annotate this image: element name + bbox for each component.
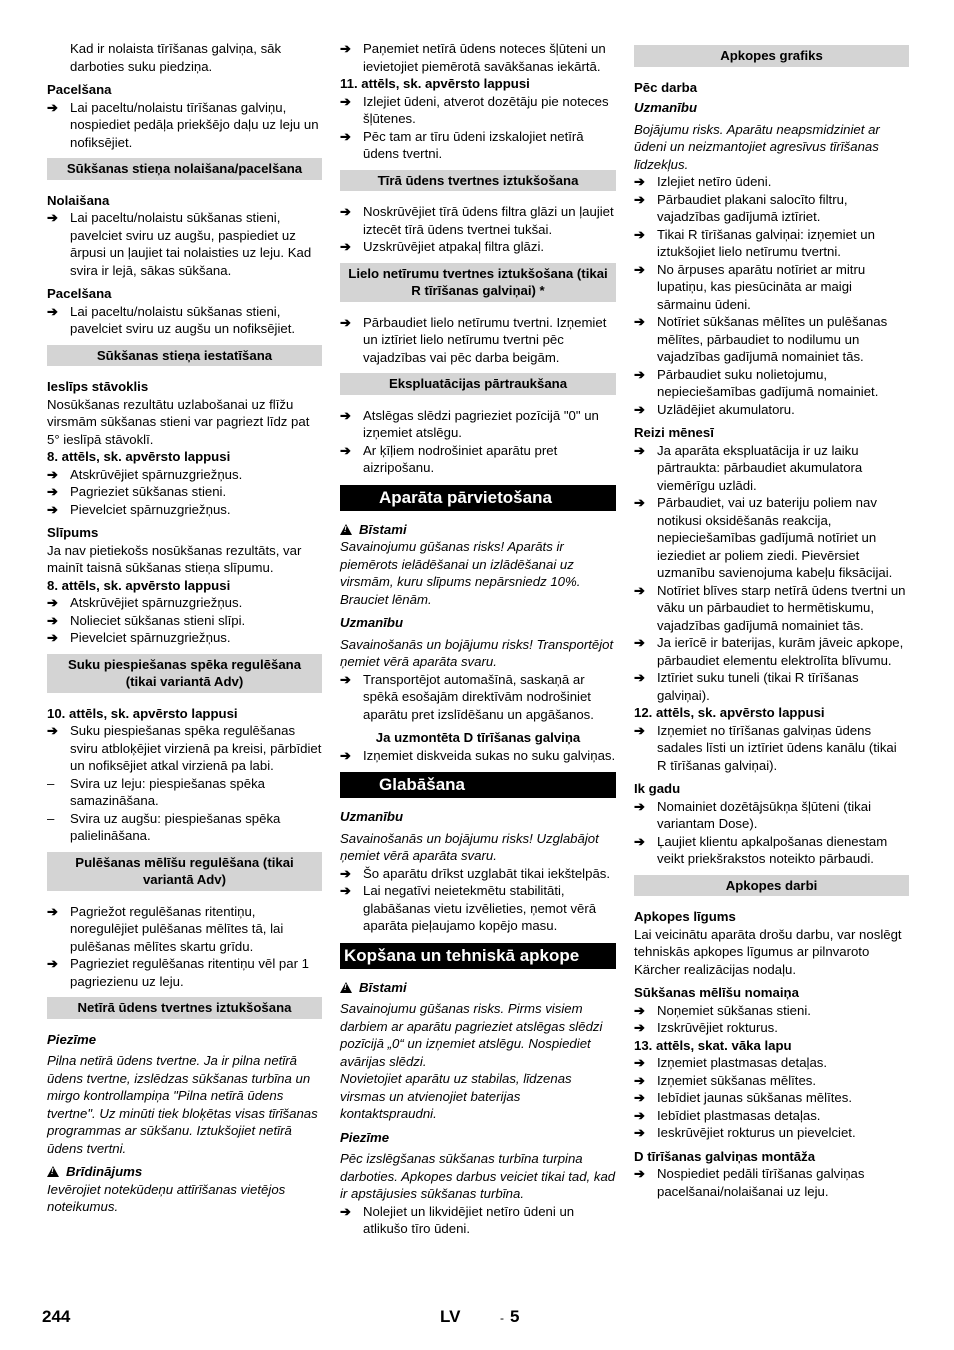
paragraph: Ja nav pietiekošs nosūkšanas rezultāts, var mainīt taisnā sūkšanas stieņa slīpumu.: [47, 542, 302, 575]
step: ➔ Atskrūvējiet spārnuzgriežņus.: [47, 466, 243, 482]
step: ➔ Pārbaudiet, vai uz bateriju poliem nav notikusi oksidēšanās reakcija, nepieciešamības gadījumā notīriet un ieziediet ar poliem ziedi. Pievērsiet uzmanību savienojuma kabeļu fiksācijai.: [634, 495, 893, 580]
paragraph: Pēc izslēgšanas sūkšanas turbīna turpina darboties. Apkopes darbus veiciet tikai tad, kad ir apstājusies sūkšanas turbīna.: [340, 1151, 616, 1201]
section-heading: Ekspluatācijas pārtraukšana: [340, 373, 616, 395]
arrow-icon: ➔: [47, 484, 58, 499]
column-1: [47, 40, 322, 1216]
figure-ref: 10. attēls, sk. apvērsto lappusi: [47, 705, 238, 721]
arrow-icon: ➔: [340, 442, 351, 458]
step: ➔ Pēc tam ar tīru ūdeni izskalojiet netīrā ūdens tvertni.: [340, 128, 584, 161]
label-piezime: Piezīme: [340, 1129, 390, 1145]
label-piezime: Piezīme: [47, 1031, 97, 1047]
sub-heading: Ja uzmontēta D tīrīšanas galviņa: [375, 730, 581, 745]
page-number: 244: [42, 1307, 71, 1326]
section-heading: Pulēšanas mēlīšu regulēšana (tikai variantā Adv): [47, 852, 322, 891]
step: ➔ Noņemiet sūkšanas stieni.: [634, 1002, 811, 1018]
arrow-icon: ➔: [47, 903, 58, 919]
arrow-icon: ➔: [634, 174, 645, 189]
warning-icon: [47, 1166, 59, 1177]
section-heading: Lielo netīrumu tvertnes iztukšošana (tikai R tīrīšanas galviņai) *: [340, 263, 616, 302]
arrow-icon: ➔: [634, 495, 645, 510]
paragraph: Lai veicinātu aparāta drošu darbu, var noslēgt tehniskās apkopes līgumus ar pilnvaroto Kärcher realizācijas nodaļu.: [634, 926, 902, 977]
arrow-icon: ➔: [340, 128, 351, 144]
danger-label: !Bīstami: [340, 979, 616, 997]
arrow-icon: ➔: [634, 833, 645, 849]
step: ➔ Uzlādējiet akumulatoru.: [634, 401, 795, 417]
danger-label: !Bīstami: [340, 521, 616, 539]
chapter-heading: Aparāta pārvietošana: [340, 485, 616, 511]
arrow-icon: ➔: [47, 466, 58, 482]
arrow-icon: ➔: [340, 671, 351, 687]
step: ➔ Izlejiet netīro ūdeni.: [634, 174, 772, 189]
arrow-icon: ➔: [340, 93, 351, 109]
arrow-icon: ➔: [634, 798, 645, 814]
arrow-icon: ➔: [634, 261, 645, 277]
sub-page-number: 5: [510, 1307, 520, 1326]
step: ➔ Nospiediet pedāli tīrīšanas galviņas pacelšanai/nolaišanai uz leju.: [634, 1166, 865, 1199]
arrow-icon: ➔: [340, 41, 351, 56]
arrow-icon: ➔: [634, 1166, 645, 1181]
step: ➔ Lai paceltu/nolaistu tīrīšanas galviņu, nospiediet pedāļa priekšējo daļu uz leju un nofiksējiet.: [47, 99, 319, 150]
dash-icon: –: [47, 810, 55, 826]
figure-ref: 13. attēls, skat. vāka lapu: [634, 1037, 792, 1053]
label-ik-gadu: Ik gadu: [634, 781, 681, 796]
arrow-icon: ➔: [47, 99, 58, 115]
step: ➔ Iebīdiet jaunas sūkšanas mēlītes.: [634, 1090, 852, 1105]
step: ➔ Ieskrūvējiet rokturus un pievelciet.: [634, 1125, 856, 1140]
paragraph: Bojājumu risks. Aparātu neapsmidziniet ar ūdeni un neizmantojiet agresīvus tīrīšanas līdzekļus.: [634, 121, 880, 172]
paragraph: Savainošanās un bojājumu risks! Transportējot ņemiet vērā aparāta svaru.: [340, 636, 614, 669]
arrow-icon: ➔: [340, 1203, 351, 1219]
arrow-icon: ➔: [340, 407, 351, 423]
dash-item: – Svira uz leju: piespiešanas spēka samazināšana.: [47, 775, 265, 808]
figure-ref: 8. attēls, sk. apvērsto lappusi: [47, 449, 231, 464]
warning-label: !Brīdinājums: [47, 1163, 322, 1181]
step: ➔ Atslēgas slēdzi pagrieziet pozīcijā "0" un izņemiet atslēgu.: [340, 407, 599, 440]
step: ➔ Ar ķīļiem nodrošiniet aparātu pret aizripošanu.: [340, 442, 558, 475]
label-pacelsana: Pacelšana: [47, 82, 112, 97]
figure-ref: 12. attēls, sk. apvērsto lappusi: [634, 705, 825, 720]
arrow-icon: ➔: [634, 401, 645, 417]
step: ➔ Suku piespiešanas spēka regulēšanas sviru atbloķējiet virzienā pa kreisi, pārbīdiet un nofiksējiet atkal virzienā pa labi.: [47, 723, 322, 773]
label-uzmanibu: Uzmanību: [634, 100, 698, 115]
label-nomaina: Sūkšanas mēlīšu nomaiņa: [634, 985, 799, 1000]
step: ➔ Nolejiet un likvidējiet netīro ūdeni un atlikušo tīro ūdeni.: [340, 1203, 575, 1236]
paragraph: Nosūkšanas rezultātu uzlabošanai uz flīžu virsmām sūkšanas stieni var pagriezt līdz pat 5° ieslīpā stāvoklī.: [47, 396, 310, 447]
arrow-icon: ➔: [47, 956, 58, 971]
step: ➔ Pievelciet spārnuzgriežņus.: [47, 501, 231, 517]
figure-ref: 11. attēls, sk. apvērsto lappusi: [340, 76, 530, 91]
section-heading: Apkopes grafiks: [634, 45, 909, 67]
paragraph: Novietojiet aparātu uz stabilas, līdzenas virsmas un atvienojiet baterijas kontaktspraudni.: [340, 1071, 572, 1121]
arrow-icon: ➔: [340, 239, 351, 254]
separator: -: [500, 1311, 504, 1325]
step: ➔ Noskrūvējiet tīrā ūdens filtra glāzi un ļaujiet iztecēt tīrā ūdens tvertnei tukšai.: [340, 204, 614, 237]
arrow-icon: ➔: [634, 1002, 645, 1018]
section-heading: Tīrā ūdens tvertnes iztukšošana: [340, 170, 616, 192]
arrow-icon: ➔: [340, 747, 351, 763]
arrow-icon: ➔: [634, 1125, 645, 1140]
arrow-icon: ➔: [47, 595, 58, 610]
step: ➔ Pagrieziet regulēšanas ritentiņu vēl par 1 pagriezienu uz leju.: [47, 956, 309, 989]
step: ➔ Pārbaudiet suku nolietojumu, nepieciešamības gadījumā nomainiet.: [634, 366, 879, 399]
arrow-icon: ➔: [634, 366, 645, 382]
arrow-icon: ➔: [340, 204, 351, 219]
arrow-icon: ➔: [634, 191, 645, 207]
label-reizi-menesi: Reizi mēnesī: [634, 425, 714, 440]
column-3: [634, 45, 909, 1200]
label-uzmanibu: Uzmanību: [340, 615, 404, 630]
arrow-icon: ➔: [340, 865, 351, 881]
step: ➔ Atskrūvējiet spārnuzgriežņus.: [47, 595, 243, 610]
page-footer: [0, 1306, 954, 1330]
arrow-icon: ➔: [340, 314, 351, 330]
language-code: LV: [440, 1307, 461, 1326]
arrow-icon: ➔: [47, 210, 58, 225]
arrow-icon: ➔: [47, 723, 58, 738]
warning-icon: [340, 524, 352, 535]
section-heading: Sūkšanas stieņa iestatīšana: [47, 345, 322, 367]
label-pacelsana: Pacelšana: [47, 286, 112, 301]
step: ➔ Izlejiet ūdeni, atverot dozētāju pie noteces šļūtenes.: [340, 93, 609, 126]
label-nolaisana: Nolaišana: [47, 192, 110, 208]
arrow-icon: ➔: [634, 722, 645, 738]
dash-item: – Svira uz augšu: piespiešanas spēka palielināšana.: [47, 810, 281, 843]
chapter-heading: Kopšana un tehniskā apkope: [340, 943, 616, 969]
arrow-icon: ➔: [47, 612, 58, 628]
arrow-icon: ➔: [634, 1020, 645, 1035]
arrow-icon: ➔: [47, 501, 58, 517]
section-heading: Apkopes darbi: [634, 875, 909, 897]
arrow-icon: ➔: [47, 303, 58, 319]
step: ➔ Izskrūvējiet rokturus.: [634, 1020, 778, 1035]
step: ➔ Iebīdiet plastmasas detaļas.: [634, 1107, 821, 1123]
arrow-icon: ➔: [634, 635, 645, 650]
paragraph: Kad ir nolaista tīrīšanas galviņa, sāk darboties suku piedziņa.: [70, 41, 282, 74]
paragraph: Pilna netīrā ūdens tvertne. Ja ir pilna netīrā ūdens tvertne, izslēdzas sūkšanas turbīna un mirgo kontrollampiņa "Pilna netīrā ūdens tvertne". Uz minūti tiek bloķētas visas tīrīšanas programmas ar sūkšanu. Iztukšojiet netīrā ūdens tvertni.: [47, 1053, 318, 1156]
step: ➔ Šo aparātu drīkst uzglabāt tikai iekštelpās.: [340, 865, 611, 881]
label-uzmanibu: Uzmanību: [340, 809, 404, 824]
arrow-icon: ➔: [634, 1090, 645, 1105]
step: ➔ Pagriežot regulēšanas ritentiņu, noregulējiet pulēšanas mēlītes tā, lai pulēšanas mēlītes skartu grīdu.: [47, 903, 284, 954]
column-2: [340, 40, 616, 1238]
step: ➔ Ja ierīcē ir baterijas, kurām jāveic apkope, pārbaudiet elementu elektrolīta blīvumu.: [634, 635, 904, 668]
step: ➔ Notīriet sūkšanas mēlītes un pulēšanas mēlītes, pārbaudiet to nodilumu un vajadzības gadījumā nomainiet tās.: [634, 314, 888, 364]
step: ➔ Pagrieziet sūkšanas stieni.: [47, 484, 227, 499]
step: ➔ Nomainiet dozētājsūkņa šļūteni (tikai variantam Dose).: [634, 798, 872, 831]
label-slipums: Slīpums: [47, 525, 99, 540]
section-heading: Sūkšanas stieņa nolaišana/pacelšana: [47, 158, 322, 180]
chapter-heading: Glabāšana: [340, 772, 616, 798]
section-heading: Suku piespiešanas spēka regulēšana (tikai variantā Adv): [47, 654, 322, 693]
step: ➔ Tikai R tīrīšanas galviņai: izņemiet un iztukšojiet lielo netīrumu tvertni.: [634, 226, 875, 259]
step: ➔ Transportējot automašīnā, saskaņā ar spēkā esošajām direktīvām nodrošiniet aparātu pret izslīdēšanu un apgāšanos.: [340, 671, 594, 722]
label-apkopes-ligums: Apkopes līgums: [634, 909, 736, 924]
step: ➔ Notīriet blīves starp netīrā ūdens tvertni un vāku un pārbaudiet to hermētiskumu, vajadzības gadījumā nomainiet tās.: [634, 582, 906, 633]
step: ➔ Lai paceltu/nolaistu sūkšanas stieni, pavelciet sviru uz augšu un nofiksējiet.: [47, 303, 296, 336]
arrow-icon: ➔: [634, 582, 645, 598]
arrow-icon: ➔: [634, 442, 645, 458]
arrow-icon: ➔: [634, 226, 645, 242]
label-ieslips: Ieslīps stāvoklis: [47, 379, 149, 394]
step: ➔ Ja aparāta ekspluatācija ir uz laiku pārtraukta: pārbaudiet akumulatora viemērīgu uzlādi.: [634, 442, 863, 493]
step: ➔ Pārbaudiet lielo netīrumu tvertni. Izņemiet un iztīriet lielo netīrumu tvertni pēc vajadzības vai pēc darba beigām.: [340, 314, 607, 365]
step: ➔ Lai paceltu/nolaistu sūkšanas stieni, pavelciet sviru uz augšu, paspiediet uz ārpusi un ļaujiet tai nolaisties uz leju. Kad svira ir lejā, sākas sūkšana.: [47, 210, 312, 278]
step: ➔ Pārbaudiet plakani salocīto filtru, vajadzības gadījumā iztīriet.: [634, 191, 848, 224]
arrow-icon: ➔: [634, 1072, 645, 1088]
step: ➔ No ārpuses aparātu notīriet ar mitru lupatiņu, kas piesūcināta ar maigi sārmainu ūdeni.: [634, 261, 866, 312]
step: ➔ Pievelciet spārnuzgriežņus.: [47, 630, 231, 645]
step: ➔ Paņemiet netīrā ūdens noteces šļūteni un ievietojiet piemērotā savākšanas iekārtā.: [340, 41, 606, 74]
step: ➔ Iztīriet suku tuneli (tikai R tīrīšanas galviņai).: [634, 670, 859, 703]
step: ➔ Ļaujiet klientu apkalpošanas dienestam veikt priekšrakstos noteikto pārbaudi.: [634, 833, 888, 866]
paragraph: Ievērojiet notekūdeņu attīrīšanas vietējos noteikumus.: [47, 1181, 286, 1214]
arrow-icon: ➔: [634, 1055, 645, 1070]
label-pec-darba: Pēc darba: [634, 79, 698, 95]
label-montaza: D tīrīšanas galviņas montāža: [634, 1148, 816, 1164]
arrow-icon: ➔: [340, 883, 351, 898]
arrow-icon: ➔: [634, 670, 645, 685]
step: ➔ Nolieciet sūkšanas stieni slīpi.: [47, 612, 246, 628]
warning-icon: [340, 982, 352, 993]
arrow-icon: ➔: [634, 1107, 645, 1123]
arrow-icon: ➔: [47, 630, 58, 645]
dash-icon: –: [47, 775, 55, 791]
arrow-icon: ➔: [634, 314, 645, 329]
step: ➔ Lai negatīvi neietekmētu stabilitāti, glabāšanas vietu izvēlieties, ņemot vērā aparāta pieļaujamo kopējo masu.: [340, 883, 597, 933]
step: ➔ Izņemiet plastmasas detaļas.: [634, 1055, 828, 1070]
figure-ref: 8. attēls, sk. apvērsto lappusi: [47, 577, 231, 593]
step: ➔ Izņemiet no tīrīšanas galviņas ūdens sadales līsti un iztīriet ūdens kanālu (tikai R tīrīšanas galviņai).: [634, 722, 897, 773]
step: ➔ Uzskrūvējiet atpakaļ filtra glāzi.: [340, 239, 545, 254]
paragraph: Savainojumu gūšanas risks! Aparāts ir piemērots ielādēšanai un izlādēšanai uz virsmām, kuru slīpums nepārsniedz 10%. Brauciet lēnām.: [340, 539, 581, 607]
paragraph: Savainošanās un bojājumu risks! Uzglabājot ņemiet vērā aparāta svaru.: [340, 830, 599, 863]
section-heading: Netīrā ūdens tvertnes iztukšošana: [47, 997, 322, 1019]
paragraph: Savainojumu gūšanas risks. Pirms visiem darbiem ar aparātu pagrieziet atslēgas slēdzi pozīcijā „0“ un izņemiet atslēgu. Nospiediet avārijas slēdzi.: [340, 1001, 603, 1069]
step: ➔ Izņemiet sūkšanas mēlītes.: [634, 1072, 817, 1088]
step: ➔ Izņemiet diskveida sukas no suku galviņas.: [340, 747, 616, 763]
